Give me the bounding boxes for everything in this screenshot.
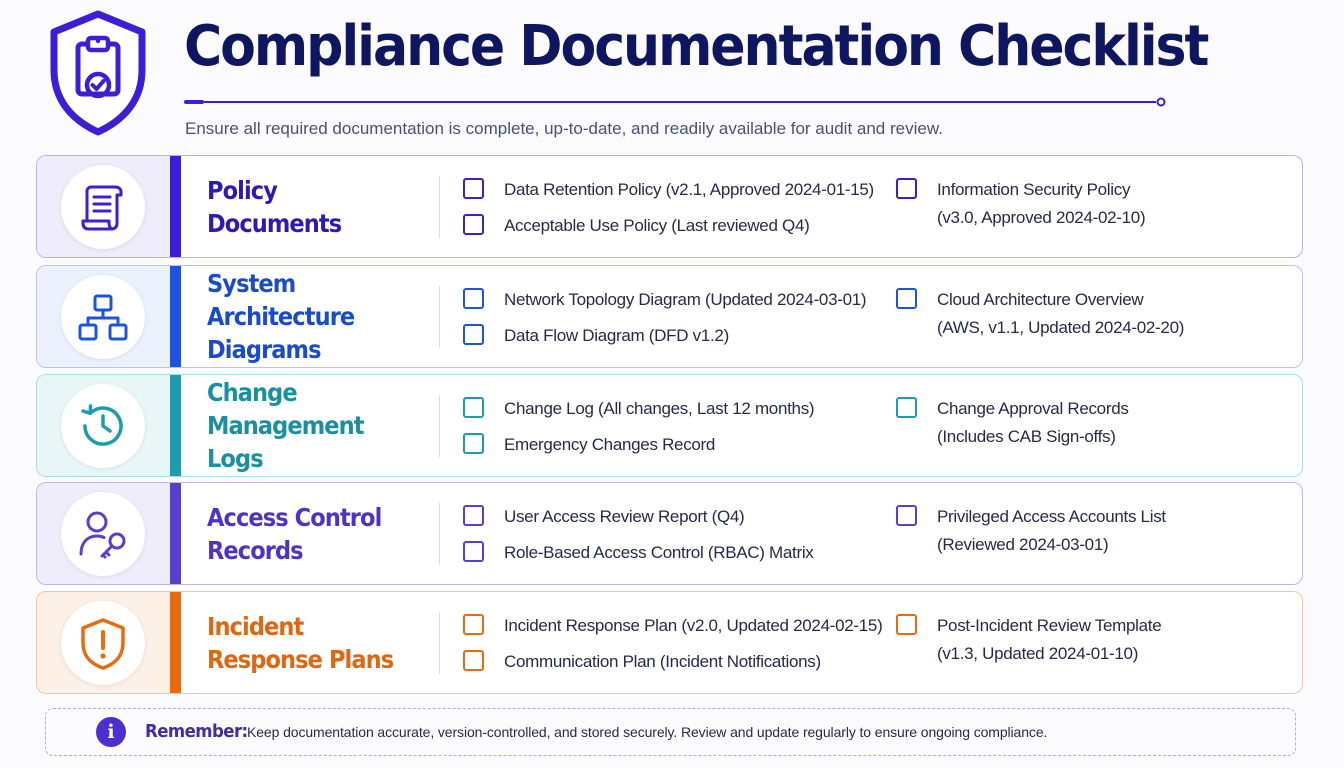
item-label <box>937 395 1129 451</box>
checklist-item[interactable] <box>896 176 1145 232</box>
checkbox[interactable] <box>463 324 484 345</box>
item-label: Emergency Changes Record <box>504 435 716 454</box>
checklist-item[interactable] <box>463 395 814 423</box>
section-accent-bar <box>170 156 181 257</box>
item-label: Data Flow Diagram (DFD v1.2) <box>504 326 729 345</box>
checkbox[interactable] <box>463 178 484 199</box>
checkbox[interactable] <box>463 541 484 562</box>
section-title: Incident Response Plans <box>207 611 394 674</box>
section-accent-bar <box>170 592 181 693</box>
checklist-item[interactable] <box>896 612 1161 668</box>
user-key-icon <box>61 492 145 576</box>
network-diagram-icon <box>61 275 145 359</box>
shield-alert-icon <box>61 601 145 685</box>
checkbox[interactable] <box>463 433 484 454</box>
item-label-line: Post-Incident Review Template <box>937 616 1162 635</box>
checklist-item[interactable] <box>463 503 744 531</box>
shield-clipboard-logo-icon <box>44 8 152 138</box>
checkbox[interactable] <box>463 614 484 635</box>
item-label <box>937 503 1166 559</box>
info-icon: i <box>96 717 126 747</box>
item-label <box>937 286 1184 342</box>
title-underline <box>184 95 1168 107</box>
checklist-item[interactable] <box>896 286 1184 342</box>
section-title: Access Control Records <box>207 502 382 565</box>
divider <box>439 503 440 565</box>
checklist-item[interactable] <box>896 395 1129 451</box>
checklist-item[interactable] <box>463 648 821 676</box>
document-scroll-icon <box>61 165 145 249</box>
checkbox[interactable] <box>463 288 484 309</box>
item-label-line: Privileged Access Accounts List <box>937 507 1166 526</box>
item-label-line: (v3.0, Approved 2024-02-10) <box>937 208 1146 227</box>
checkbox[interactable] <box>463 397 484 418</box>
item-label <box>937 612 1161 668</box>
item-label: Incident Response Plan (v2.0, Updated 2024-02-15) <box>504 616 883 635</box>
page-title: Compliance Documentation Checklist <box>184 14 1208 79</box>
checklist-item[interactable] <box>463 612 882 640</box>
history-clock-icon <box>61 384 145 468</box>
item-label: Network Topology Diagram (Updated 2024-03-01) <box>504 290 867 309</box>
section-accent-bar <box>170 483 181 584</box>
checklist-item[interactable] <box>463 431 715 459</box>
checklist-item[interactable] <box>463 322 729 350</box>
section-policy-documents <box>36 155 1303 258</box>
item-label <box>937 176 1145 232</box>
item-label: Acceptable Use Policy (Last reviewed Q4) <box>504 216 810 235</box>
checkbox[interactable] <box>463 505 484 526</box>
section-access-control <box>36 482 1303 585</box>
page-subtitle: Ensure all required documentation is complete, up-to-date, and readily available for audit and review. <box>185 119 943 138</box>
section-title: Policy Documents <box>207 175 342 238</box>
checklist-item[interactable] <box>896 503 1166 559</box>
checklist-item[interactable] <box>463 286 866 314</box>
checkbox[interactable] <box>896 614 917 635</box>
item-label: User Access Review Report (Q4) <box>504 507 745 526</box>
section-incident-response <box>36 591 1303 694</box>
checkbox[interactable] <box>896 178 917 199</box>
item-label-line: (Reviewed 2024-03-01) <box>937 535 1109 554</box>
checkbox[interactable] <box>896 288 917 309</box>
item-label-line: Cloud Architecture Overview <box>937 290 1144 309</box>
reminder-text: Keep documentation accurate, version-controlled, and stored securely. Review and update regularly to ensure ongoing compliance. <box>247 724 1048 740</box>
checkbox[interactable] <box>463 214 484 235</box>
checkbox[interactable] <box>463 650 484 671</box>
item-label: Communication Plan (Incident Notifications) <box>504 652 821 671</box>
item-label-line: Change Approval Records <box>937 399 1129 418</box>
checkbox[interactable] <box>896 397 917 418</box>
section-title: System Architecture Diagrams <box>207 269 355 364</box>
checklist-item[interactable] <box>463 176 874 204</box>
section-system-architecture <box>36 265 1303 368</box>
item-label-line: (v1.3, Updated 2024-01-10) <box>937 644 1139 663</box>
item-label: Change Log (All changes, Last 12 months) <box>504 399 815 418</box>
item-label-line: (Includes CAB Sign-offs) <box>937 427 1116 446</box>
item-label-line: (AWS, v1.1, Updated 2024-02-20) <box>937 318 1185 337</box>
divider <box>439 286 440 348</box>
reminder-banner <box>45 708 1296 756</box>
item-label-line: Information Security Policy <box>937 180 1131 199</box>
section-title: Change Management Logs <box>207 378 364 473</box>
checklist-item[interactable] <box>463 212 809 240</box>
divider <box>439 395 440 457</box>
item-label: Role-Based Access Control (RBAC) Matrix <box>504 543 814 562</box>
checklist-item[interactable] <box>463 539 814 567</box>
section-accent-bar <box>170 375 181 476</box>
checkbox[interactable] <box>896 505 917 526</box>
section-accent-bar <box>170 266 181 367</box>
item-label: Data Retention Policy (v2.1, Approved 2024-01-15) <box>504 180 874 199</box>
divider <box>439 612 440 674</box>
reminder-label: Remember: <box>145 721 248 742</box>
divider <box>439 176 440 238</box>
section-change-management <box>36 374 1303 477</box>
